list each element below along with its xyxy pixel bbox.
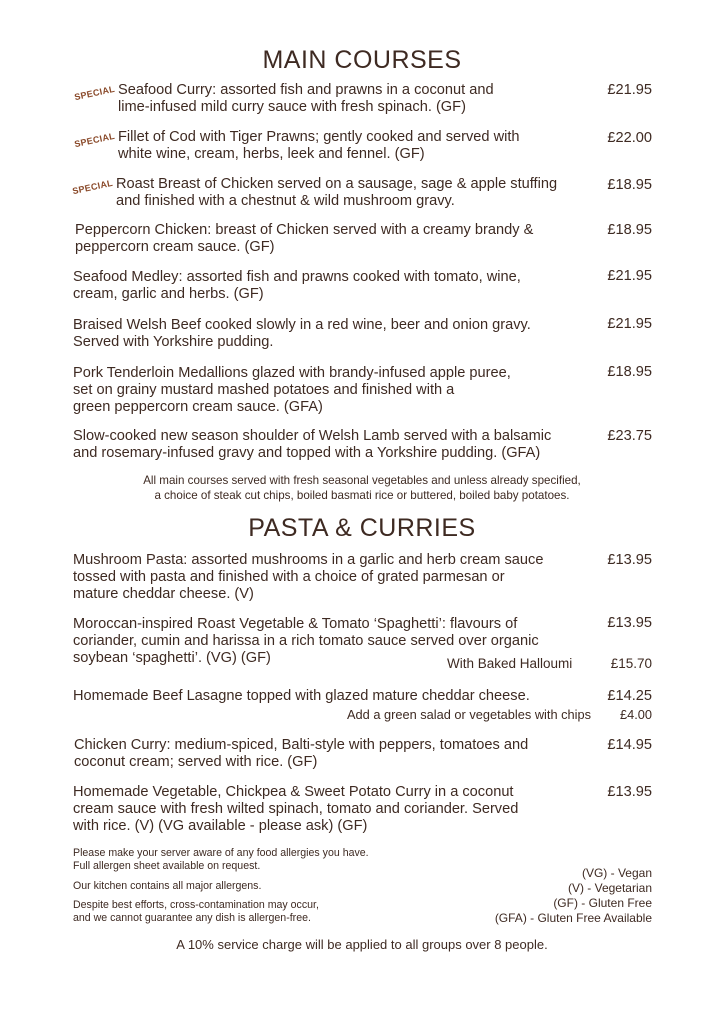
dietary-key-gluten-free: (GF) - Gluten Free: [553, 896, 652, 910]
menu-item-vegetable-curry: Homemade Vegetable, Chickpea & Sweet Potato Curry in a coconut cream sauce with fresh wilted spinach, tomato and coriander. Served with rice. (V) (VG available - please ask) (GF): [73, 784, 519, 834]
price-baked-halloumi: £15.70: [610, 656, 652, 671]
addon-baked-halloumi: With Baked Halloumi: [447, 656, 573, 671]
menu-item-peppercorn-chicken: Peppercorn Chicken: breast of Chicken served with a creamy brandy & peppercorn cream sauce. (GF): [75, 222, 534, 255]
price-vegetable-curry: £13.95: [607, 784, 652, 800]
price-seafood-curry: £21.95: [607, 82, 652, 98]
price-peppercorn-chicken: £18.95: [607, 222, 652, 238]
menu-item-mushroom-pasta: Mushroom Pasta: assorted mushrooms in a garlic and herb cream sauce tossed with pasta and finished with a choice of grated parmesan or mature cheddar cheese. (V): [73, 552, 544, 602]
menu-item-welsh-lamb: Slow-cooked new season shoulder of Welsh Lamb served with a balsamic and rosemary-infused gravy and topped with a Yorkshire pudding. (GFA): [73, 428, 552, 461]
price-mushroom-pasta: £13.95: [607, 552, 652, 568]
allergy-notice: Please make your server aware of any food allergies you have. Full allergen sheet available on request.: [73, 847, 369, 872]
service-charge-notice: A 10% service charge will be applied to all groups over 8 people.: [176, 937, 548, 952]
price-fillet-of-cod: £22.00: [607, 130, 652, 146]
price-seafood-medley: £21.95: [607, 268, 652, 284]
special-badge: SPECIAL: [73, 130, 116, 150]
menu-item-chicken-curry: Chicken Curry: medium-spiced, Balti-style with peppers, tomatoes and coconut cream; served with rice. (GF): [74, 737, 529, 770]
cross-contamination-notice: Despite best efforts, cross-contamination may occur, and we cannot guarantee any dish is allergen-free.: [73, 899, 319, 924]
menu-item-roast-chicken: Roast Breast of Chicken served on a sausage, sage & apple stuffing and finished with a chestnut & wild mushroom gravy.: [116, 176, 558, 209]
dietary-key-gluten-free-available: (GFA) - Gluten Free Available: [494, 911, 652, 925]
menu-item-pork-tenderloin: Pork Tenderloin Medallions glazed with brandy-infused apple puree, set on grainy mustard mashed potatoes and finished with a green peppercorn cream sauce. (GFA): [73, 365, 511, 415]
special-badge: SPECIAL: [71, 177, 114, 197]
addon-salad-or-vegetables: Add a green salad or vegetables with chips: [347, 707, 592, 722]
pasta-curries-heading: PASTA & CURRIES: [248, 514, 476, 542]
main-courses-heading: MAIN COURSES: [262, 46, 462, 74]
price-braised-welsh-beef: £21.95: [607, 316, 652, 332]
dietary-key-vegetarian: (V) - Vegetarian: [567, 881, 652, 895]
allergen-kitchen-notice: Our kitchen contains all major allergens.: [73, 880, 262, 892]
menu-item-moroccan-spaghetti: Moroccan-inspired Roast Vegetable & Tomato ‘Spaghetti’: flavours of coriander, cumin and harissa in a rich tomato sauce served over organic soybean ‘spaghetti’. (VG) (GF): [73, 616, 539, 666]
menu-item-seafood-medley: Seafood Medley: assorted fish and prawns cooked with tomato, wine, cream, garlic and herbs. (GF): [73, 269, 521, 302]
price-welsh-lamb: £23.75: [607, 428, 652, 444]
special-badge: SPECIAL: [73, 83, 116, 103]
price-beef-lasagne: £14.25: [607, 688, 652, 704]
menu-item-beef-lasagne: Homemade Beef Lasagne topped with glazed mature cheddar cheese.: [73, 688, 530, 704]
menu-item-fillet-of-cod: Fillet of Cod with Tiger Prawns; gently cooked and served with white wine, cream, herbs, leek and fennel. (GF): [118, 129, 520, 162]
menu-item-braised-welsh-beef: Braised Welsh Beef cooked slowly in a red wine, beer and onion gravy. Served with Yorkshire pudding.: [73, 317, 531, 350]
menu-item-seafood-curry: Seafood Curry: assorted fish and prawns in a coconut and lime-infused mild curry sauce with fresh spinach. (GF): [118, 82, 494, 115]
price-moroccan-spaghetti: £13.95: [607, 615, 652, 631]
price-salad-or-vegetables: £4.00: [619, 707, 652, 722]
main-courses-note: All main courses served with fresh seasonal vegetables and unless already specified, a choice of steak cut chips, boiled basmati rice or buttered, boiled baby potatoes.: [143, 474, 581, 502]
price-pork-tenderloin: £18.95: [607, 364, 652, 380]
price-roast-chicken: £18.95: [607, 177, 652, 193]
price-chicken-curry: £14.95: [607, 737, 652, 753]
dietary-key-vegan: (VG) - Vegan: [581, 866, 652, 880]
